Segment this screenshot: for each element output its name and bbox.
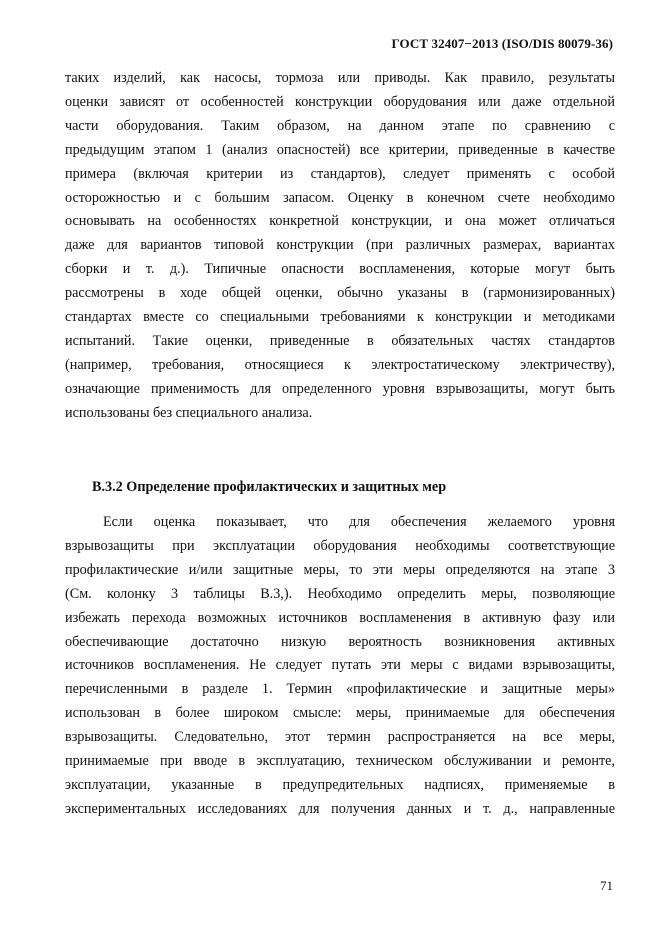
- text-line: означающие применимость для определенного уровня взрывозащиты, могут быть: [65, 380, 615, 397]
- text-line: основывать на особенностях конкретной конструкции, и она может отличаться: [65, 213, 615, 230]
- text-line: взрывозащиты. Следовательно, этот термин распространяется на все меры,: [65, 729, 615, 746]
- text-line: профилактические и/или защитные меры, то эти меры определяются на этапе 3: [65, 561, 615, 578]
- text-line: экспериментальных исследованиях для получения данных и т. д., направленные: [65, 800, 615, 817]
- section-heading: В.3.2 Определение профилактических и защитных мер: [92, 479, 447, 495]
- text-line: (См. колонку 3 таблицы В.3,). Необходимо определить меры, позволяющие: [65, 585, 615, 602]
- text-line: стандартах вместе со специальными требованиями к конструкции и методиками: [65, 309, 615, 326]
- text-line: оценки зависят от особенностей конструкции оборудования или даже отдельной: [65, 93, 615, 110]
- text-line: примера (включая критерии из стандартов), следует применять с особой: [65, 165, 615, 182]
- text-line: испытаний. Такие оценки, приведенные в обязательных частях стандартов: [65, 332, 615, 349]
- text-line: источников воспламенения. Не следует путать эти меры с видами взрывозащиты,: [65, 657, 615, 674]
- standard-header: ГОСТ 32407−2013 (ISO/DIS 80079-36): [391, 36, 613, 51]
- text-line: использованы без специального анализа.: [65, 404, 313, 421]
- paragraph-1: [65, 67, 615, 426]
- text-line: перечисленными в разделе 1. Термин «профилактические и защитные меры»: [65, 681, 615, 698]
- text-line: рассмотрены в ходе общей оценки, обычно указаны в (гармонизированных): [65, 285, 615, 302]
- text-line: предыдущим этапом 1 (анализ опасностей) все критерии, приведенные в качестве: [65, 141, 615, 158]
- text-line: принимаемые при вводе в эксплуатацию, техническом обслуживании и ремонте,: [65, 753, 615, 770]
- text-line: части оборудования. Таким образом, на данном этапе по сравнению с: [65, 117, 615, 134]
- text-line: таких изделий, как насосы, тормоза или приводы. Как правило, результаты: [65, 70, 615, 86]
- text-line: обеспечивающие достаточно низкую вероятность возникновения активных: [65, 633, 615, 650]
- text-line: осторожностью и с большим запасом. Оценку в конечном счете необходимо: [65, 189, 615, 206]
- text-line: взрывозащиты при эксплуатации оборудования необходимы соответствующие: [65, 537, 615, 554]
- text-line: использован в более широком смысле: меры, принимаемые для обеспечения: [65, 705, 615, 722]
- page-number: 71: [600, 878, 613, 893]
- text-line: даже для вариантов типовой конструкции (при различных размерах, вариантах: [65, 237, 615, 254]
- text-line: избежать перехода возможных источников воспламенения в активную фазу или: [65, 609, 615, 626]
- text-line: сборки и т. д.). Типичные опасности воспламенения, которые могут быть: [65, 261, 615, 278]
- paragraph-2: [65, 511, 615, 822]
- text-line: эксплуатации, указанные в предупредительных надписях, применяемые в: [65, 776, 615, 793]
- text-line: (например, требования, относящиеся к электростатическому электричеству),: [65, 356, 615, 373]
- text-line: Если оценка показывает, что для обеспечения желаемого уровня: [103, 514, 615, 530]
